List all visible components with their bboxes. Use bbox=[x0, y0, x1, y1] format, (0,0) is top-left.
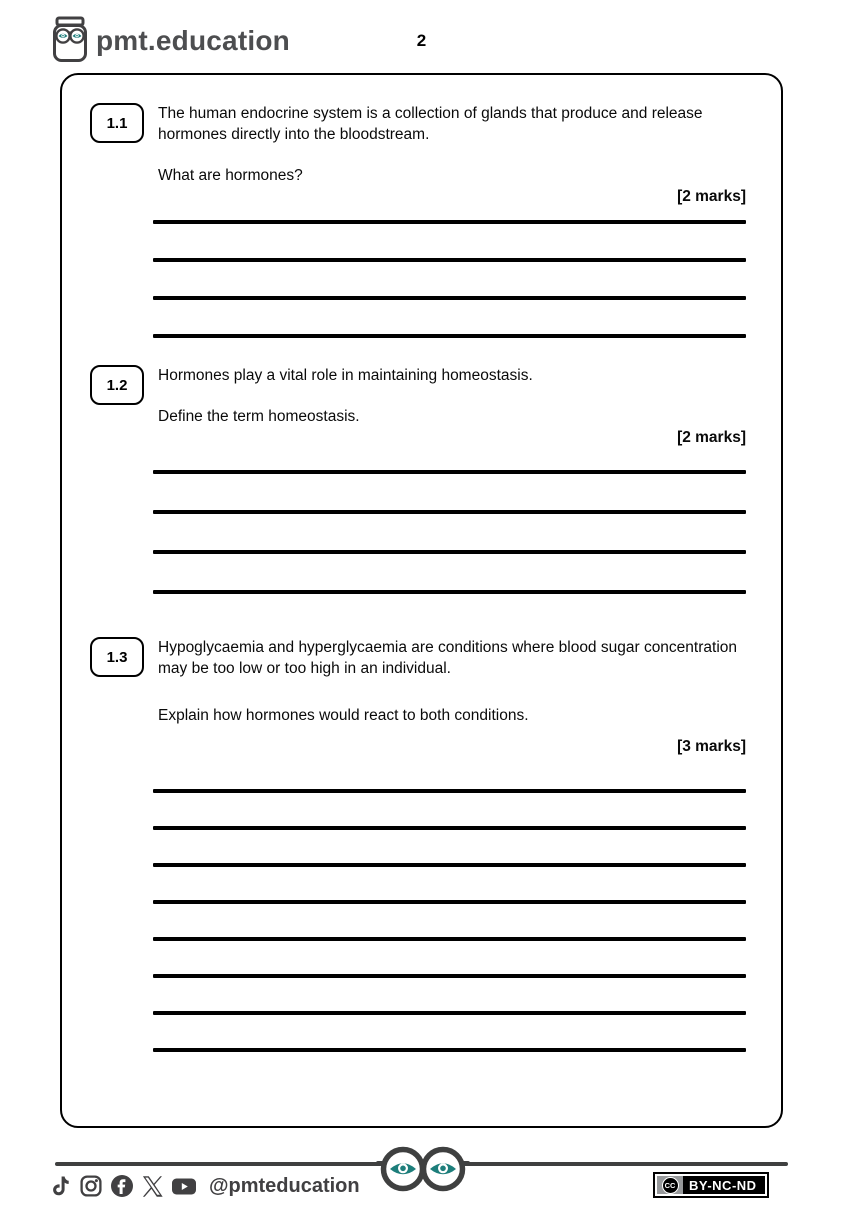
answer-line bbox=[153, 470, 746, 474]
answer-line bbox=[153, 296, 746, 300]
question-content bbox=[153, 365, 746, 594]
answer-lines bbox=[153, 470, 746, 594]
answer-line bbox=[153, 510, 746, 514]
question-number-box bbox=[90, 103, 144, 143]
answer-lines bbox=[153, 220, 746, 338]
question-prompt-text: Define the term homeostasis. bbox=[158, 408, 360, 425]
question-box bbox=[60, 73, 783, 1128]
question-content bbox=[153, 637, 746, 1052]
question-section bbox=[62, 637, 781, 1085]
cc-license-inner bbox=[657, 1176, 765, 1194]
cc-license-badge[interactable] bbox=[653, 1172, 769, 1198]
page-number: 2 bbox=[416, 31, 427, 50]
question-number-box bbox=[90, 365, 144, 405]
answer-lines bbox=[153, 789, 746, 1052]
question-number: 1.1 bbox=[106, 114, 128, 132]
question-content bbox=[153, 103, 746, 338]
instagram-icon[interactable] bbox=[79, 1174, 103, 1198]
facebook-icon[interactable] bbox=[110, 1174, 134, 1198]
cc-license-label: BY-NC-ND bbox=[689, 1177, 757, 1193]
question-section bbox=[62, 365, 781, 630]
answer-line bbox=[153, 937, 746, 941]
question-prompt-text: Explain how hormones would react to both conditions. bbox=[158, 707, 529, 724]
youtube-icon[interactable] bbox=[171, 1174, 197, 1198]
cc-logo-background bbox=[657, 1176, 683, 1194]
social-handle[interactable]: @pmteducation bbox=[209, 1174, 360, 1197]
question-intro-text: Hypoglycaemia and hyperglycaemia are conditions where blood sugar concentration may be too low or too high in an individual. bbox=[158, 639, 738, 677]
answer-line bbox=[153, 863, 746, 867]
x-icon[interactable] bbox=[141, 1175, 164, 1198]
glasses-with-eyes-icon bbox=[376, 1140, 470, 1194]
answer-line bbox=[153, 1048, 746, 1052]
brand-title: pmt.education bbox=[96, 25, 290, 56]
answer-line bbox=[153, 590, 746, 594]
answer-line bbox=[153, 974, 746, 978]
question-number: 1.2 bbox=[106, 376, 128, 394]
social-links-row bbox=[48, 1172, 360, 1200]
answer-line bbox=[153, 900, 746, 904]
question-marks-label: [2 marks] bbox=[677, 188, 746, 205]
answer-line bbox=[153, 258, 746, 262]
question-number-box bbox=[90, 637, 144, 677]
answer-line bbox=[153, 220, 746, 224]
answer-line bbox=[153, 789, 746, 793]
question-number: 1.3 bbox=[106, 648, 128, 666]
answer-line bbox=[153, 334, 746, 338]
question-marks-label: [2 marks] bbox=[677, 429, 746, 446]
answer-line bbox=[153, 1011, 746, 1015]
question-prompt-text: What are hormones? bbox=[158, 167, 303, 184]
tiktok-icon[interactable] bbox=[48, 1174, 72, 1198]
cc-logo-icon: CC bbox=[662, 1177, 679, 1194]
answer-line bbox=[153, 550, 746, 554]
question-intro-text: The human endocrine system is a collection of glands that produce and release hormones directly into the bloodstream. bbox=[158, 105, 703, 143]
question-marks-label: [3 marks] bbox=[677, 738, 746, 755]
question-intro-text: Hormones play a vital role in maintaining homeostasis. bbox=[158, 367, 533, 384]
question-section bbox=[62, 103, 781, 372]
answer-line bbox=[153, 826, 746, 830]
